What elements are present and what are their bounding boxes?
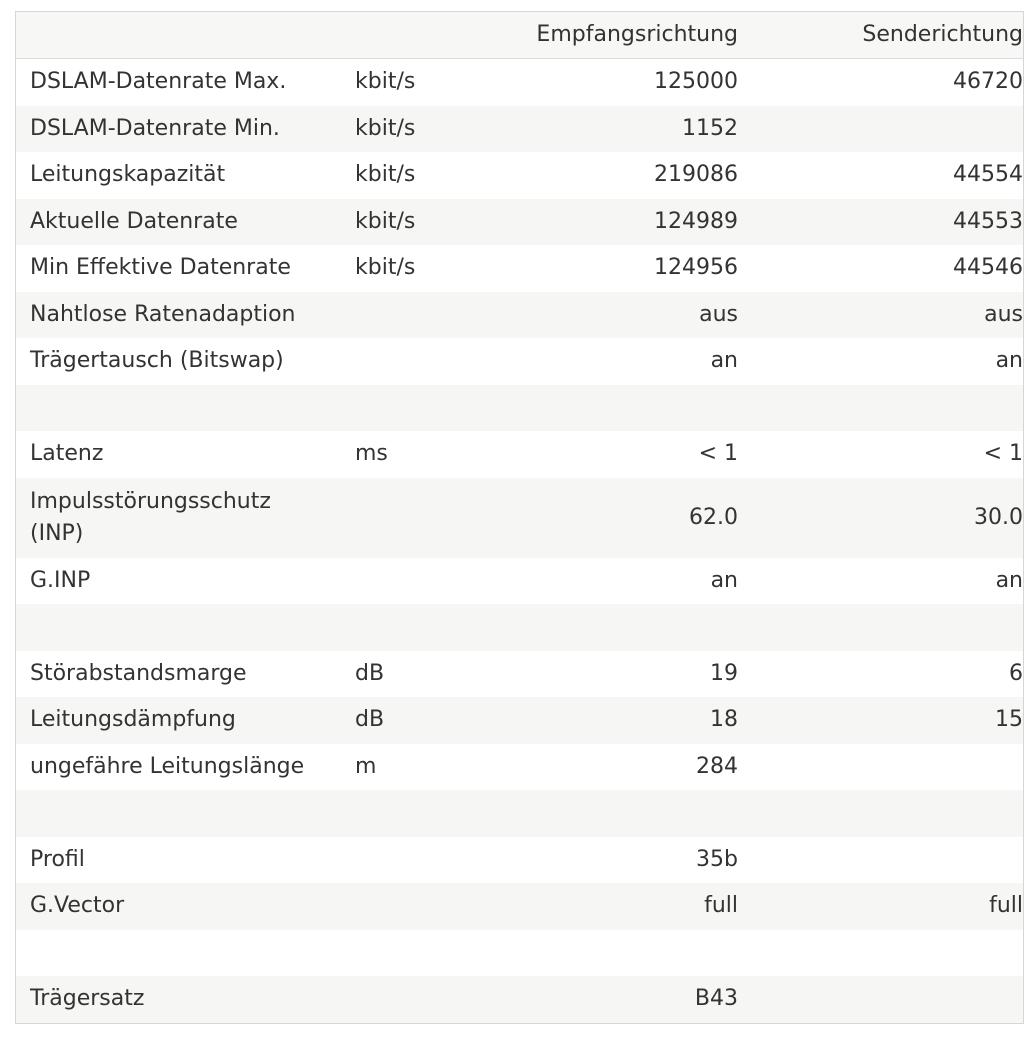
table-row (16, 292, 1023, 339)
row-downstream-value: an (710, 348, 738, 374)
table-row (16, 199, 1023, 246)
row-unit: kbit/s (355, 115, 416, 141)
table-row (16, 744, 1023, 791)
row-downstream-value: 35b (696, 846, 738, 872)
row-label: Leitungskapazität (30, 162, 226, 188)
row-label: Impulsstörungsschutz (INP) (30, 488, 271, 546)
row-unit: kbit/s (355, 255, 416, 281)
row-label: Aktuelle Datenrate (30, 208, 238, 234)
row-label: Trägertausch (Bitswap) (30, 348, 284, 374)
table-row (16, 976, 1023, 1023)
row-downstream-value: 125000 (654, 69, 738, 95)
row-unit: kbit/s (355, 69, 416, 95)
row-label: G.Vector (30, 893, 125, 919)
row-downstream-value: aus (699, 301, 738, 327)
row-label: Min Effektive Datenrate (30, 255, 291, 281)
table-row (16, 837, 1023, 884)
table-row (16, 152, 1023, 199)
row-downstream-value: full (704, 893, 738, 919)
table-row (16, 59, 1023, 106)
row-downstream-value: an (710, 567, 738, 593)
table-row (16, 106, 1023, 153)
table-row (16, 651, 1023, 698)
row-upstream-value: 15 (995, 707, 1023, 733)
row-label: Störabstandsmarge (30, 660, 247, 686)
row-upstream-value: an (995, 348, 1023, 374)
row-upstream-value: full (989, 893, 1023, 919)
table-header-row (16, 12, 1023, 59)
header-downstream: Empfangsrichtung (536, 22, 738, 47)
row-unit: kbit/s (355, 208, 416, 234)
row-upstream-value: < 1 (983, 441, 1023, 467)
row-downstream-value: < 1 (698, 441, 738, 467)
row-upstream-value: an (995, 567, 1023, 593)
row-upstream-value: 30.0 (974, 504, 1023, 530)
row-label: G.INP (30, 567, 91, 593)
table-row (16, 338, 1023, 385)
row-label: Leitungsdämpfung (30, 707, 236, 733)
row-downstream-value: 219086 (654, 162, 738, 188)
dsl-info-table (15, 11, 1024, 1024)
row-upstream-value: 44554 (953, 162, 1023, 188)
row-label: DSLAM-Datenrate Max. (30, 69, 287, 95)
spacer-row (16, 385, 1023, 432)
header-upstream: Senderichtung (862, 22, 1023, 47)
row-downstream-value: 19 (710, 660, 738, 686)
row-upstream-value: 44546 (953, 255, 1023, 281)
row-downstream-value: 18 (710, 707, 738, 733)
row-upstream-value: aus (984, 301, 1023, 327)
spacer-row (16, 604, 1023, 651)
row-upstream-value: 6 (1009, 660, 1023, 686)
table-row (16, 431, 1023, 478)
row-upstream-value: 46720 (953, 69, 1023, 95)
row-downstream-value: 124956 (654, 255, 738, 281)
row-label: ungefähre Leitungslänge (30, 753, 305, 779)
row-unit: dB (355, 707, 385, 733)
row-downstream-value: 284 (696, 753, 738, 779)
spacer-row (16, 790, 1023, 837)
row-label: DSLAM-Datenrate Min. (30, 115, 280, 141)
table-row (16, 697, 1023, 744)
row-unit: dB (355, 660, 385, 686)
table-row (16, 245, 1023, 292)
row-downstream-value: 1152 (682, 115, 738, 141)
row-unit: m (355, 753, 377, 779)
row-unit: ms (355, 441, 388, 467)
spacer-row (16, 930, 1023, 977)
row-downstream-value: 62.0 (689, 504, 738, 530)
row-label: Nahtlose Ratenadaption (30, 301, 296, 327)
row-unit: kbit/s (355, 162, 416, 188)
row-label: Profil (30, 846, 85, 872)
table-row (16, 558, 1023, 605)
row-label: Latenz (30, 441, 104, 467)
row-downstream-value: 124989 (654, 208, 738, 234)
row-upstream-value: 44553 (953, 208, 1023, 234)
row-label: Trägersatz (30, 986, 145, 1012)
table-row (16, 478, 1023, 558)
table-row (16, 883, 1023, 930)
row-downstream-value: B43 (694, 986, 738, 1012)
